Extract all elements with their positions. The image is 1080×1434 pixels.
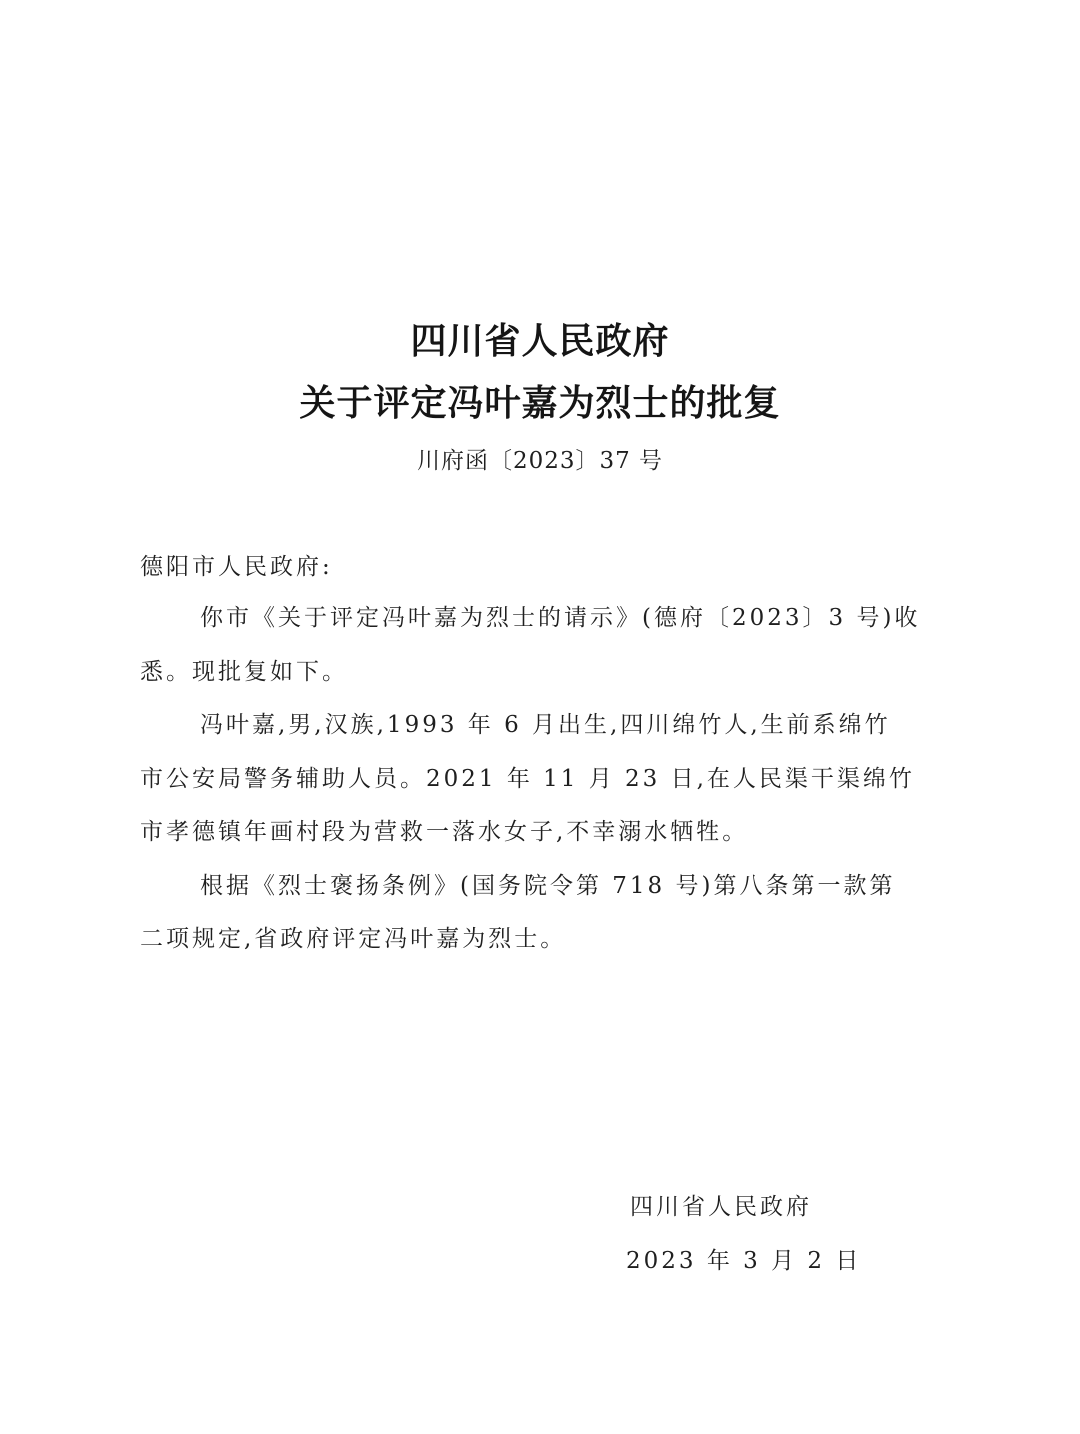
document-title-line1: 四川省人民政府 (410, 320, 670, 362)
paragraph-1-line-1: 你市《关于评定冯叶嘉为烈士的请示》(德府〔2023〕3 号)收 (200, 605, 921, 631)
paragraph-3-line-1: 根据《烈士褒扬条例》(国务院令第 718 号)第八条第一款第 (200, 873, 896, 899)
signature-issuer: 四川省人民政府 (630, 1194, 812, 1220)
paragraph-1-line-2: 悉。现批复如下。 (140, 659, 348, 685)
signature-date: 2023 年 3 月 2 日 (626, 1248, 862, 1274)
paragraph-2-line-3: 市孝德镇年画村段为营救一落水女子,不幸溺水牺牲。 (140, 819, 749, 845)
addressee: 德阳市人民政府: (140, 554, 333, 580)
document-title-line2: 关于评定冯叶嘉为烈士的批复 (299, 382, 781, 424)
document-number: 川府函〔2023〕37 号 (416, 448, 664, 474)
paragraph-3-line-2: 二项规定,省政府评定冯叶嘉为烈士。 (140, 926, 567, 952)
paragraph-2-line-2: 市公安局警务辅助人员。2021 年 11 月 23 日,在人民渠干渠绵竹 (140, 766, 915, 792)
paragraph-2-line-1: 冯叶嘉,男,汉族,1993 年 6 月出生,四川绵竹人,生前系绵竹 (200, 712, 891, 738)
